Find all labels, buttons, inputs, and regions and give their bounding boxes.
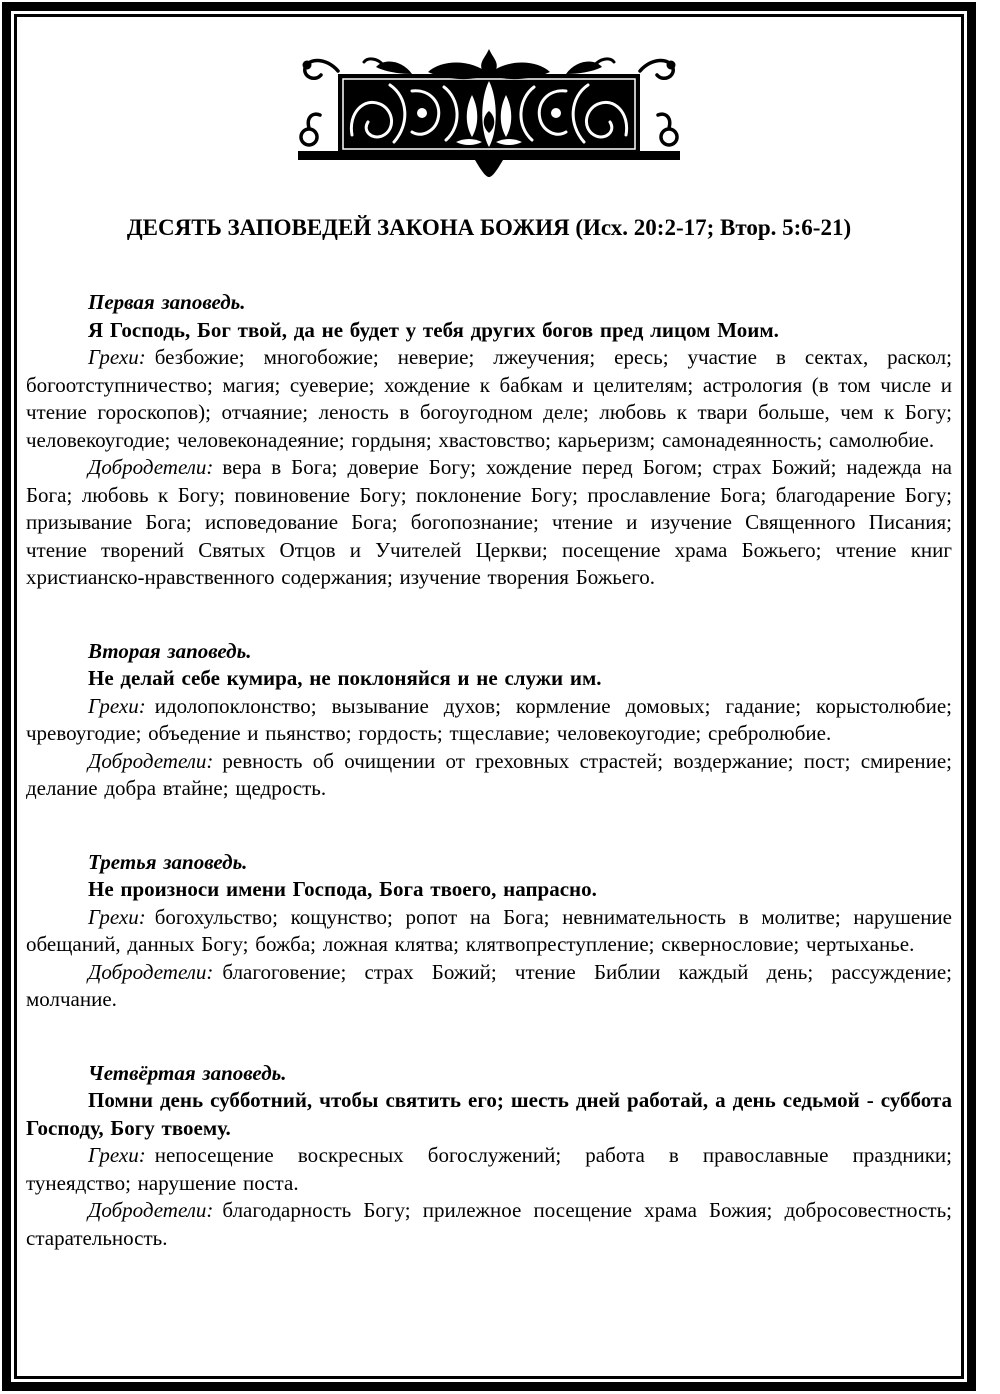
section-heading: Первая заповедь. [88,290,246,314]
section-heading: Третья заповедь. [88,849,248,874]
virtues-paragraph [26,1197,952,1252]
virtues-label: Добродетели: [88,959,214,984]
virtues-text: ревность об очищении от греховных страстей; воздержание; пост; смирение; делание добра втайне; щедрость. [26,748,952,800]
sins-label: Грехи: [88,904,146,929]
sins-text: идолопоклонство; вызывание духов; кормление домовых; гадание; корыстолюбие; чревоугодие; объедение и пьянство; гордость; тщеславие; человекоугодие; сребролюбие. [26,693,952,745]
section-heading: Вторая заповедь. [88,638,252,663]
sins-paragraph [26,693,952,748]
floral-headpiece-ornament [294,47,684,177]
section-first-commandment [26,289,952,592]
sins-text: безбожие; многобожие; неверие; лжеучения; ересь; участие в сектах, раскол; богоотступничество; магия; суеверие; хождение к бабкам и целителям; астрология (в том числе и чтение гороскопов); отчаяние; леность в богоугодном деле; любовь к твари больше, чем к Богу; человекоугодие; человеконадеяние; гордыня; хвастовство; карьеризм; самонадеянность; самолюбие. [26,345,952,452]
sins-label: Грехи: [88,345,146,369]
virtues-label: Добродетели: [88,1198,214,1222]
sins-label: Грехи: [88,693,146,718]
virtues-paragraph [26,959,952,1014]
virtues-paragraph [26,454,952,592]
sins-paragraph [26,1142,952,1197]
commandment-text: Я Господь, Бог твой, да не будет у тебя других богов пред лицом Моим. [88,317,779,342]
virtues-text: благодарность Богу; прилежное посещение храма Божия; добросовестность; старательность. [26,1198,952,1250]
commandment-text: Не делай себе кумира, не поклоняйся и не служи им. [88,666,602,690]
section-second-commandment [26,638,952,803]
virtues-label: Добродетели: [88,455,214,479]
section-third-commandment [26,849,952,1014]
section-heading: Четвёртая заповедь. [88,1060,287,1085]
sins-paragraph [26,904,952,959]
page-title: ДЕСЯТЬ ЗАПОВЕДЕЙ ЗАКОНА БОЖИЯ (Исх. 20:2-17; Втор. 5:6-21) [126,215,852,240]
page-content [17,17,961,1376]
section-fourth-commandment [26,1060,952,1253]
virtues-paragraph [26,748,952,803]
commandment-text: Помни день субботний, чтобы святить его; шесть дней работай, а день седьмой - суббота Господу, Богу твоему. [26,1088,952,1140]
virtues-text: вера в Бога; доверие Богу; хождение перед Богом; страх Божий; надежда на Бога; любовь к Богу; повиновение Богу; поклонение Богу; прославление Бога; благодарение Богу; призывание Бога; исповедование Бога; богопознание; чтение и изучение Священного Писания; чтение творений Святых Отцов и Учителей Церкви; посещение храма Божьего; чтение книг христианско-нравственного содержания; изучение творения Божьего. [26,455,952,589]
sins-text: непосещение воскресных богослужений; работа в православные праздники; тунеядство; нарушение поста. [26,1143,952,1195]
floral-headpiece-icon [294,47,684,177]
sins-paragraph [26,344,952,454]
sins-text: богохульство; кощунство; ропот на Бога; невнимательность в молитве; нарушение обещаний, данных Богу; божба; ложная клятва; клятвопреступление; сквернословие; чертыханье. [26,904,952,956]
virtues-label: Добродетели: [88,748,214,773]
page-border-inner [14,14,964,1379]
sins-label: Грехи: [88,1143,146,1167]
page-border-outer [2,2,976,1391]
commandment-text: Не произноси имени Господа, Бога твоего, напрасно. [88,877,597,901]
virtues-text: благоговение; страх Божий; чтение Библии каждый день; рассуждение; молчание. [26,959,952,1011]
